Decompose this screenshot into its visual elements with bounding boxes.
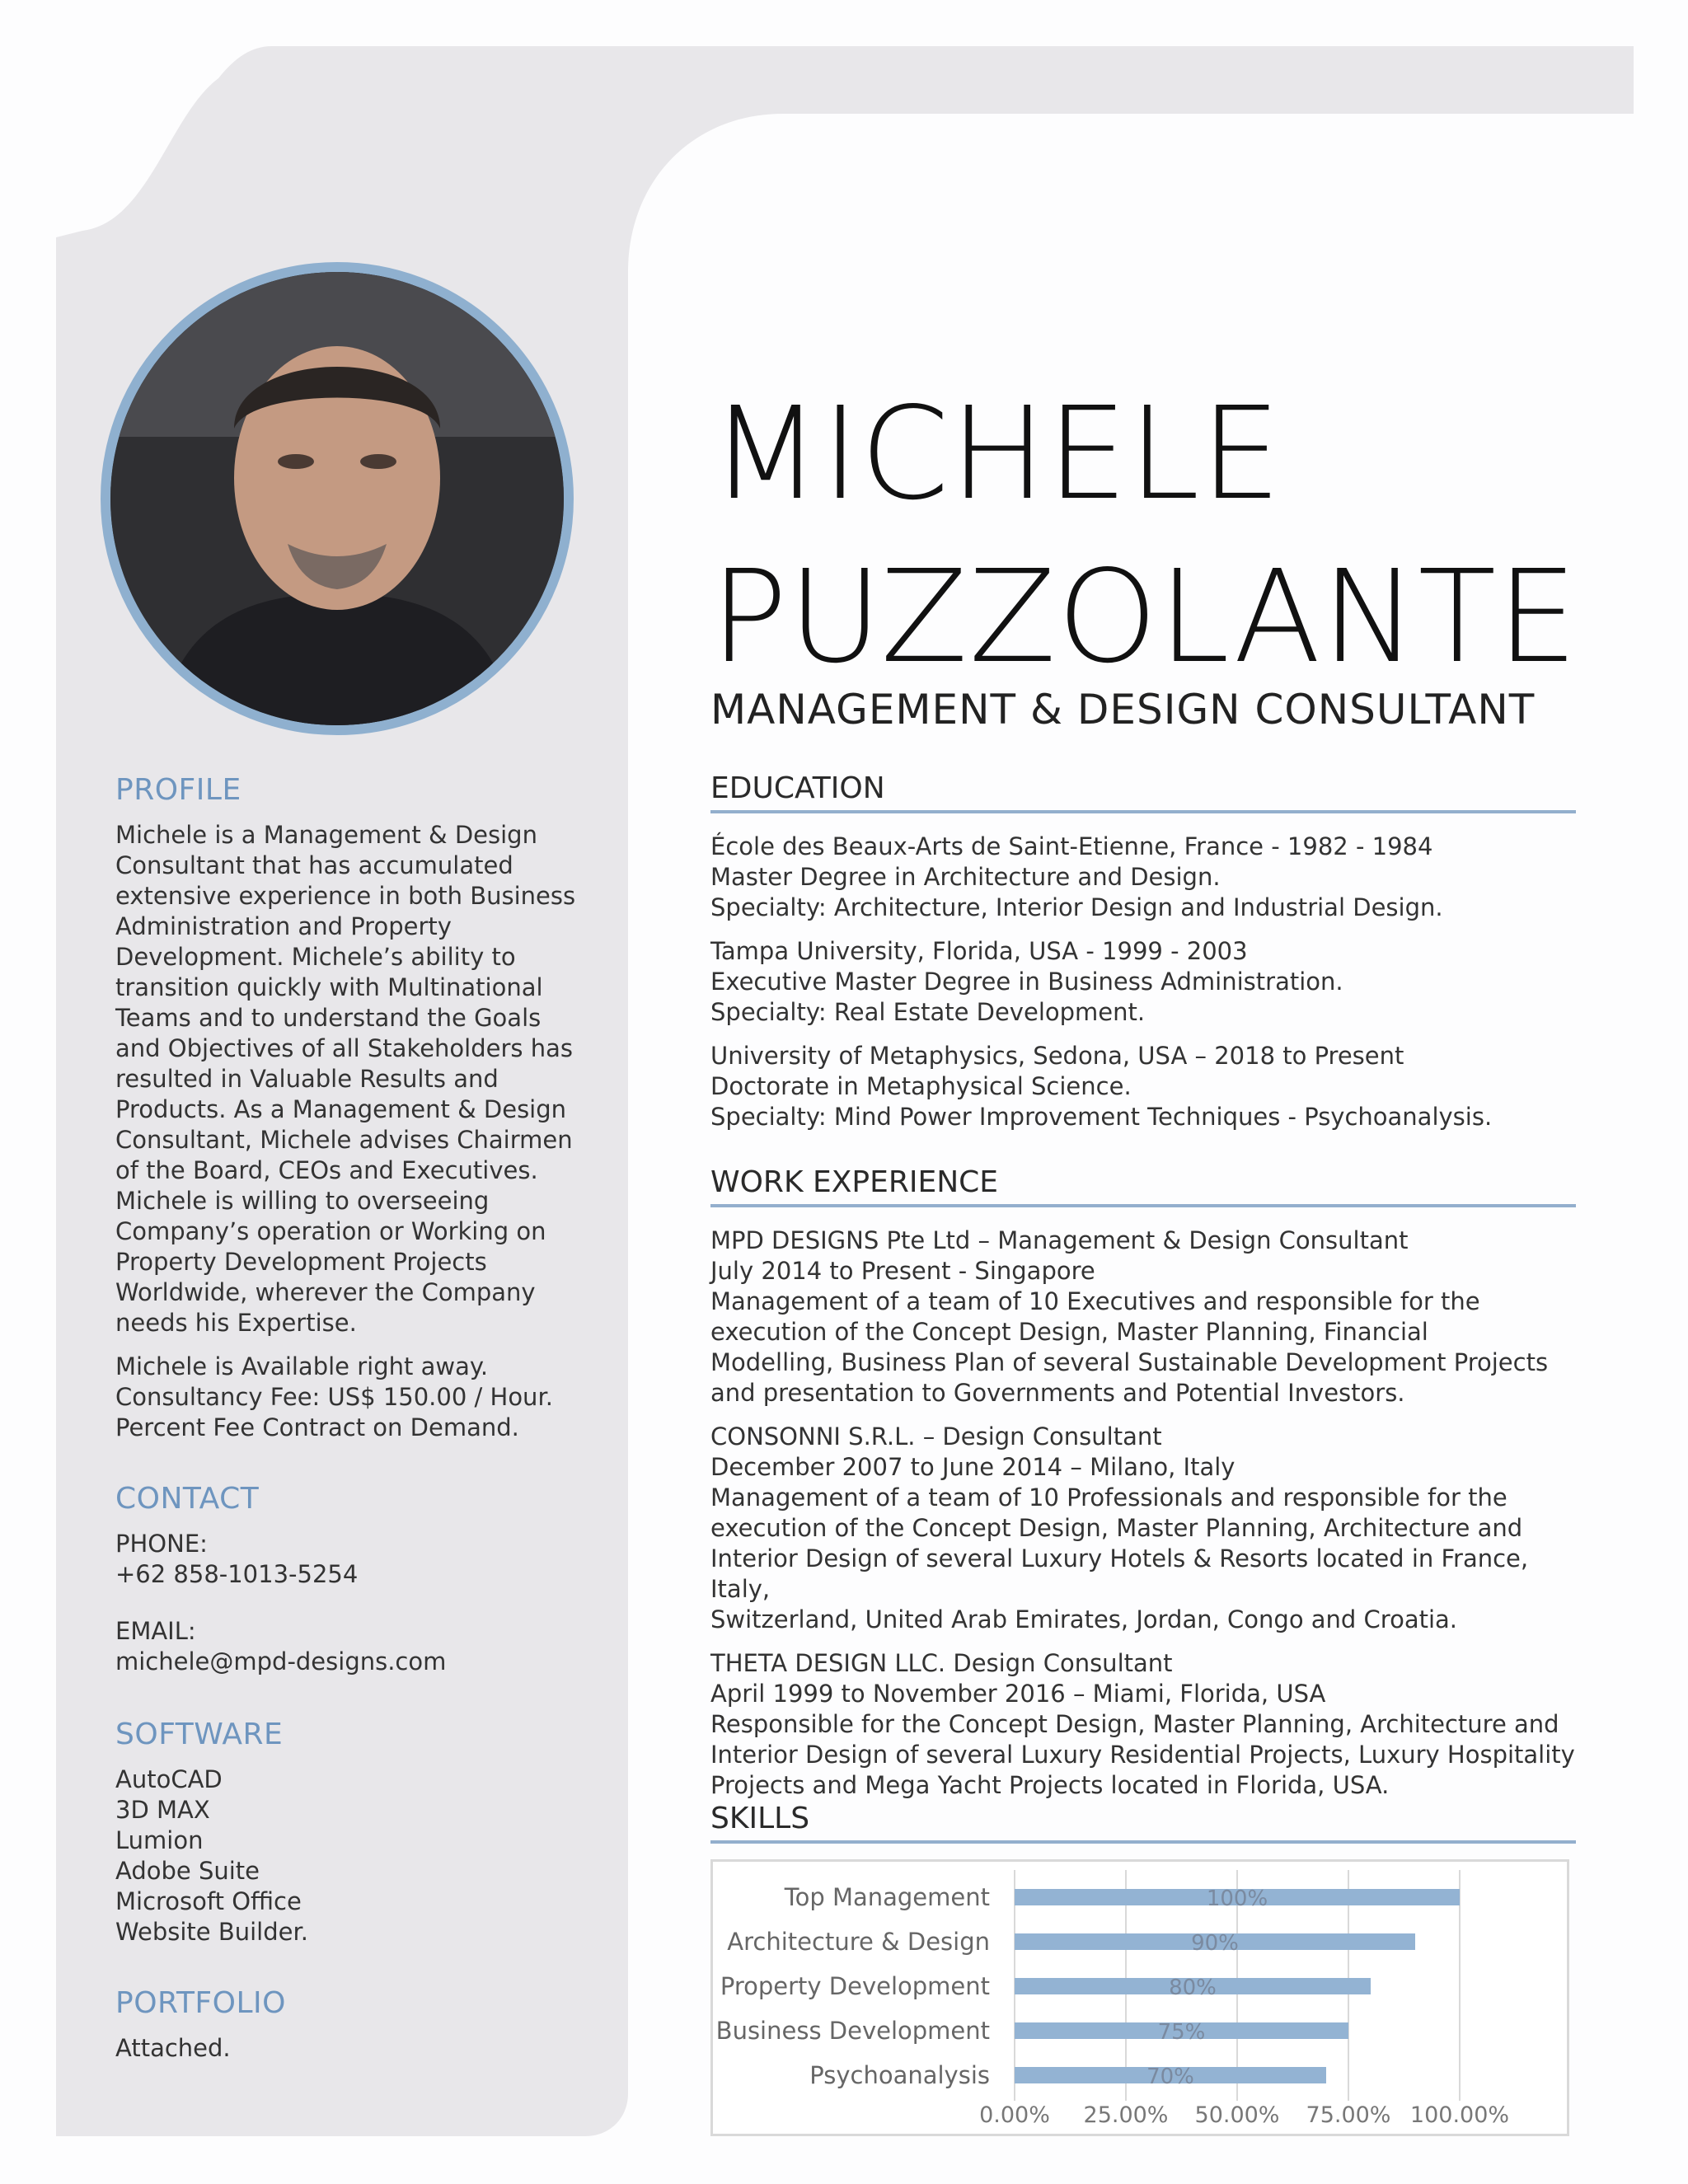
- work-description: Responsible for the Concept Design, Master Planning, Architecture and: [710, 1710, 1559, 1738]
- chart-data-label: 100%: [1206, 1886, 1268, 1911]
- chart-tick-label: 50.00%: [1194, 2102, 1280, 2128]
- work-description: and presentation to Governments and Potential Investors.: [710, 1379, 1405, 1407]
- profile-line: Worldwide, wherever the Company: [115, 1278, 536, 1306]
- education-degree: Executive Master Degree in Business Administration.: [710, 968, 1343, 996]
- work-description: Management of a team of 10 Executives and responsible for the: [710, 1287, 1480, 1315]
- education-specialty: Specialty: Real Estate Development.: [710, 998, 1146, 1026]
- education-heading: EDUCATION: [710, 771, 1576, 813]
- full-name: [710, 373, 1617, 699]
- portrait-image: [110, 272, 564, 725]
- work-entry: [710, 1422, 1576, 1635]
- work-dates: July 2014 to Present - Singapore: [710, 1257, 1095, 1285]
- profile-line: Development. Michele’s ability to: [115, 943, 516, 971]
- profile-line: resulted in Valuable Results and: [115, 1065, 499, 1093]
- profile-line: Property Development Projects: [115, 1248, 487, 1276]
- education-section: [710, 771, 1576, 1146]
- work-dates: December 2007 to June 2014 – Milano, Italy: [710, 1453, 1236, 1481]
- skills-chart-frame: [710, 1859, 1569, 2136]
- profile-paragraph-2: [115, 1352, 602, 1443]
- work-description: Modelling, Business Plan of several Sustainable Development Projects: [710, 1348, 1549, 1376]
- work-company: MPD DESIGNS Pte Ltd – Management & Design Consultant: [710, 1226, 1409, 1254]
- education-institution: Tampa University, Florida, USA - 1999 - 2003: [710, 937, 1248, 965]
- profile-line: Teams and to understand the Goals: [115, 1004, 542, 1032]
- phone-number[interactable]: +62 858-1013-5254: [115, 1560, 359, 1588]
- chart-data-label: 75%: [1157, 2020, 1206, 2045]
- work-section: [710, 1165, 1576, 1814]
- software-item: Website Builder.: [115, 1918, 308, 1946]
- chart-category-label: Business Development: [715, 2017, 990, 2045]
- work-description: Management of a team of 10 Professionals and responsible for the: [710, 1483, 1507, 1511]
- work-description: Projects and Mega Yacht Projects located in Florida, USA.: [710, 1771, 1390, 1799]
- first-name: MICHELE: [710, 379, 1282, 528]
- contract-line: Percent Fee Contract on Demand.: [115, 1413, 519, 1441]
- profile-section: [115, 775, 602, 1456]
- software-heading: SOFTWARE: [115, 1718, 284, 1751]
- contact-heading: CONTACT: [115, 1482, 260, 1516]
- education-institution: École des Beaux-Arts de Saint-Etienne, France - 1982 - 1984: [710, 832, 1433, 860]
- last-name: PUZZOLANTE: [710, 542, 1579, 691]
- education-specialty: Specialty: Architecture, Interior Design and Industrial Design.: [710, 893, 1443, 921]
- portfolio-text: Attached.: [115, 2034, 231, 2062]
- profile-line: of the Board, CEOs and Executives.: [115, 1156, 538, 1184]
- education-specialty: Specialty: Mind Power Improvement Techniques - Psychoanalysis.: [710, 1103, 1493, 1131]
- profile-line: Michele is willing to overseeing: [115, 1187, 490, 1215]
- phone-label: PHONE:: [115, 1530, 208, 1558]
- work-entry: [710, 1648, 1576, 1801]
- profile-line: Products. As a Management & Design: [115, 1095, 567, 1123]
- software-item: 3D MAX: [115, 1796, 210, 1824]
- software-item: AutoCAD: [115, 1765, 223, 1793]
- fee-line: Consultancy Fee: US$ 150.00 / Hour.: [115, 1383, 553, 1411]
- skills-heading: SKILLS: [710, 1802, 1576, 1844]
- work-description: Switzerland, United Arab Emirates, Jordan, Congo and Croatia.: [710, 1605, 1458, 1633]
- portfolio-section: [115, 1988, 602, 2077]
- education-entry: [710, 1041, 1576, 1132]
- chart-category-label: Psychoanalysis: [809, 2061, 990, 2089]
- profile-line: Company’s operation or Working on: [115, 1217, 546, 1245]
- profile-line: Michele is a Management & Design: [115, 821, 537, 849]
- work-company: THETA DESIGN LLC. Design Consultant: [710, 1649, 1173, 1677]
- availability-line: Michele is Available right away.: [115, 1352, 489, 1380]
- work-dates: April 1999 to November 2016 – Miami, Florida, USA: [710, 1680, 1326, 1708]
- profile-line: needs his Expertise.: [115, 1309, 357, 1337]
- software-item: Microsoft Office: [115, 1887, 302, 1915]
- profile-heading: PROFILE: [115, 773, 241, 807]
- portfolio-heading: PORTFOLIO: [115, 1986, 286, 2020]
- email-address[interactable]: michele@mpd-designs.com: [115, 1647, 447, 1675]
- chart-category-label: Top Management: [784, 1883, 990, 1911]
- profile-paragraph-1: [115, 820, 602, 1338]
- chart-data-label: 90%: [1191, 1931, 1239, 1956]
- email-label: EMAIL:: [115, 1617, 196, 1645]
- work-description: execution of the Concept Design, Master Planning, Financial: [710, 1318, 1428, 1346]
- profile-line: Administration and Property: [115, 912, 452, 940]
- education-entry: [710, 832, 1576, 923]
- chart-data-label: 80%: [1169, 1975, 1217, 2000]
- work-description: execution of the Concept Design, Master Planning, Architecture and: [710, 1514, 1523, 1542]
- education-degree: Master Degree in Architecture and Design.: [710, 863, 1221, 891]
- contact-section: [115, 1483, 602, 1690]
- education-institution: University of Metaphysics, Sedona, USA – 2018 to Present: [710, 1042, 1404, 1070]
- job-title: MANAGEMENT & DESIGN CONSULTANT: [710, 686, 1536, 733]
- work-entry: [710, 1226, 1576, 1408]
- chart-tick-label: 75.00%: [1306, 2102, 1391, 2128]
- work-company: CONSONNI S.R.L. – Design Consultant: [710, 1422, 1162, 1451]
- skills-section: [710, 1802, 1576, 1862]
- profile-line: Consultant that has accumulated: [115, 851, 513, 879]
- work-heading: WORK EXPERIENCE: [710, 1165, 1576, 1207]
- work-description: Interior Design of several Luxury Residential Projects, Luxury Hospitality: [710, 1741, 1575, 1769]
- chart-tick-label: 25.00%: [1083, 2102, 1169, 2128]
- profile-line: transition quickly with Multinational: [115, 973, 543, 1001]
- education-degree: Doctorate in Metaphysical Science.: [710, 1072, 1132, 1100]
- profile-line: extensive experience in both Business: [115, 882, 576, 910]
- chart-tick-label: 0.00%: [979, 2102, 1050, 2128]
- profile-line: Consultant, Michele advises Chairmen: [115, 1126, 573, 1154]
- software-item: Lumion: [115, 1826, 204, 1854]
- chart-category-label: Property Development: [720, 1972, 990, 2000]
- software-section: [115, 1719, 602, 1961]
- chart-category-label: Architecture & Design: [727, 1928, 990, 1956]
- profile-line: and Objectives of all Stakeholders has: [115, 1034, 573, 1062]
- chart-data-label: 70%: [1146, 2064, 1194, 2089]
- chart-tick-label: 100.00%: [1409, 2102, 1510, 2128]
- education-entry: [710, 936, 1576, 1028]
- profile-photo: [101, 262, 574, 735]
- skills-chart: [713, 1862, 1567, 2134]
- software-item: Adobe Suite: [115, 1857, 260, 1885]
- work-description: Interior Design of several Luxury Hotels & Resorts located in France, Italy,: [710, 1544, 1529, 1603]
